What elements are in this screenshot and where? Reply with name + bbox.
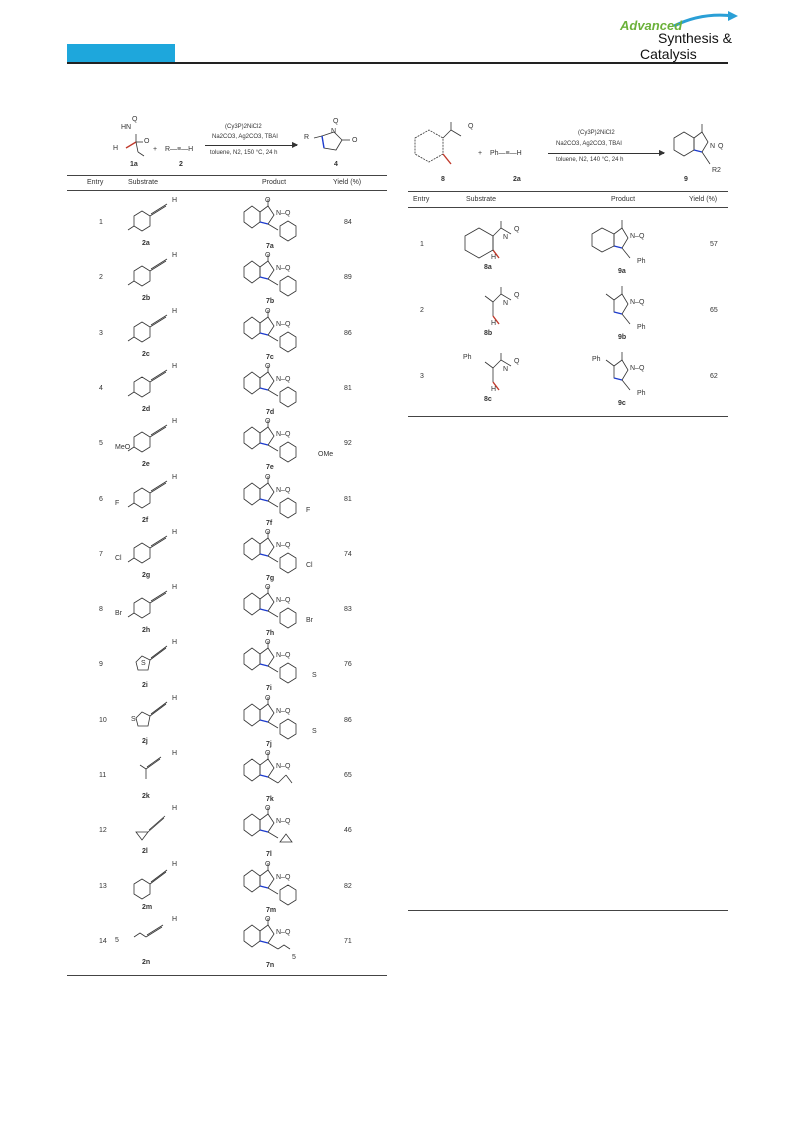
entry-number: 7 [99, 550, 103, 558]
product-structure [588, 346, 668, 400]
scheme-r-q-prod: Q [718, 143, 724, 150]
product-o: O [265, 750, 271, 757]
scheme-o: O [144, 138, 150, 145]
scheme-q-prod: Q [333, 118, 339, 125]
substrate-label: 2b [142, 295, 151, 303]
scheme-r-cond-3: toluene, N2, 140 °C, 24 h [556, 157, 624, 163]
entry-number: 5 [99, 440, 103, 448]
substrate-h: H [172, 639, 178, 647]
product-label: 7k [266, 796, 274, 803]
product-substituent: 5 [292, 953, 296, 961]
substrate-h: H [172, 362, 178, 370]
scheme-r-q: Q [468, 123, 474, 130]
r-header-yield: Yield (%) [689, 196, 718, 203]
scheme-cond-2: Na2CO3, Ag2CO3, TBAI [212, 134, 278, 140]
scheme-r-r2: R2 [712, 167, 721, 174]
product-o: O [265, 197, 271, 204]
product-n-q: N–Q [276, 210, 291, 217]
right-bottom-rule [408, 910, 728, 911]
substrate-nh: N [503, 366, 509, 373]
substrate-label: 2a [142, 240, 150, 247]
substrate-h: H [172, 694, 178, 702]
right-mid-rule [408, 416, 728, 417]
substrate-label: 8b [484, 330, 493, 337]
substrate-h: H [172, 473, 178, 481]
product-ph: Ph [637, 324, 646, 331]
product-n-q: N–Q [276, 707, 291, 715]
product-label: 7d [266, 408, 275, 416]
product-n-q: N–Q [276, 320, 291, 328]
product-o: O [265, 915, 271, 923]
substrate-label: 2i [142, 682, 148, 690]
substrate-substituent: F [115, 499, 120, 507]
header-entry: Entry [87, 179, 104, 186]
substrate-q: Q [514, 226, 520, 233]
product-nq: N–Q [630, 233, 645, 240]
substrate-structure [455, 284, 545, 330]
product-label: 7j [266, 740, 272, 748]
product-substituent: S [312, 727, 317, 735]
entry-number: 6 [99, 495, 103, 503]
entry-number: 2 [420, 307, 424, 314]
product-substituent: S [312, 672, 317, 680]
substrate-h: H [172, 528, 178, 536]
substrate-h: H [491, 254, 497, 261]
substrate-h: H [172, 197, 178, 204]
substrate-h: H [172, 915, 178, 923]
scheme-plus: + [153, 146, 158, 153]
substrate-substituent: Cl [115, 554, 122, 562]
header-product: Product [262, 179, 287, 186]
product-label: 7c [266, 353, 274, 361]
substrate-substituent: Br [115, 610, 122, 618]
product-label: 7n [266, 961, 275, 969]
product-n-q: N–Q [276, 928, 291, 936]
entry-number: 11 [99, 772, 107, 779]
product-substituent: Br [306, 617, 313, 625]
yield-value: 62 [710, 373, 718, 380]
product-n-q: N–Q [276, 375, 291, 383]
entry-number: 3 [420, 373, 424, 380]
substrate-label: 2j [142, 737, 148, 745]
product-ph-top: Ph [592, 356, 601, 363]
product-label: 7b [266, 298, 275, 306]
substrate-label: 2m [142, 903, 153, 911]
product-nq: N–Q [630, 299, 645, 306]
product-substituent: OMe [318, 451, 334, 459]
substrate-q: Q [514, 358, 520, 365]
substrate-label: 2g [142, 571, 151, 579]
product-o: O [265, 528, 271, 536]
substrate-substituent: MeO [115, 444, 131, 452]
yield-value: 86 [344, 716, 352, 724]
product-label: 7m [266, 906, 277, 914]
product-label: 7g [266, 574, 275, 582]
header-yield: Yield (%) [333, 179, 362, 186]
product-label: 9b [618, 334, 627, 341]
substrate-nh: N [503, 300, 509, 307]
scheme-label-2: 2 [179, 161, 183, 168]
substrate-label: 8c [484, 396, 492, 403]
scheme-label-4: 4 [334, 161, 338, 168]
yield-value: 65 [710, 307, 718, 314]
product-o: O [265, 307, 271, 315]
product-label: 9c [618, 400, 626, 407]
entry-number: 13 [99, 882, 107, 890]
substrate-h: H [172, 584, 178, 592]
scheme-r-cond-2: Na2CO3, Ag2CO3, TBAI [556, 141, 622, 147]
product-o: O [265, 584, 271, 592]
product-n-q: N–Q [276, 763, 291, 770]
product-substituent: F [306, 506, 311, 514]
entry-number: 14 [99, 937, 107, 945]
yield-value: 84 [344, 219, 352, 226]
entry-number: 1 [420, 241, 424, 248]
product-o: O [265, 860, 271, 868]
substrate-label: 2f [142, 516, 149, 524]
scheme-r-cond-1: (Cy3P)2NiCl2 [578, 130, 615, 136]
entry-number: 2 [99, 274, 103, 282]
product-o: O [265, 252, 271, 260]
logo-synthesis: Synthesis & [658, 30, 732, 46]
scheme-q-top: Q [132, 116, 138, 123]
scheme-label-8: 8 [441, 176, 445, 183]
yield-value: 46 [344, 827, 352, 835]
scheme-alkyne: R—≡—H [165, 146, 194, 153]
yield-value: 74 [344, 550, 352, 558]
yield-value: 65 [344, 772, 352, 779]
entry-number: 9 [99, 661, 103, 669]
scheme-hn: HN [121, 124, 132, 131]
product-n-q: N–Q [276, 541, 291, 549]
product-o: O [265, 473, 271, 481]
substrate-label: 2l [142, 848, 148, 856]
scheme-label-9: 9 [684, 176, 688, 183]
yield-value: 81 [344, 495, 352, 503]
scheme-r-n: N [710, 143, 716, 150]
yield-value: 92 [344, 440, 352, 448]
substrate-substituent: S [131, 715, 136, 723]
product-n-q: N–Q [276, 486, 291, 494]
product-ph: Ph [637, 390, 646, 397]
entry-number: 12 [99, 827, 107, 835]
substrate-label: 2c [142, 350, 150, 358]
substrate-h: H [172, 860, 178, 868]
right-header-rule [408, 207, 728, 208]
scheme-cond-3: toluene, N2, 150 °C, 24 h [210, 150, 278, 156]
substrate-h: H [172, 252, 178, 260]
product-o: O [265, 418, 271, 426]
substrate-label: 8a [484, 264, 492, 271]
product-label: 7f [266, 519, 273, 527]
scheme-r: R [304, 134, 310, 141]
substrate-q: Q [514, 292, 520, 299]
product-structure [588, 280, 668, 334]
scheme-r-arrow [548, 153, 664, 154]
product-label: 9a [618, 268, 626, 275]
substrate-label: 2d [142, 405, 151, 413]
substrate-h: H [172, 750, 178, 757]
entry-number: 10 [99, 716, 107, 724]
scheme-reactant-8 [405, 118, 495, 178]
product-o: O [265, 362, 271, 370]
scheme-arrowhead: ▶ [292, 140, 299, 149]
yield-value: 57 [710, 241, 718, 248]
entry-number: 3 [99, 329, 103, 337]
scheme-n: N [331, 128, 337, 135]
scheme-r-plus: + [478, 150, 483, 157]
yield-value: 82 [344, 882, 352, 890]
substrate-substituent: S [141, 660, 146, 668]
yield-value: 89 [344, 274, 352, 282]
substrate-structure [455, 218, 545, 264]
entry-number: 1 [99, 219, 103, 226]
r-header-substrate: Substrate [466, 196, 496, 203]
substrate-label: 2k [142, 793, 150, 800]
substrate-nh: N [503, 234, 509, 241]
yield-value: 81 [344, 384, 352, 392]
logo-catalysis: Catalysis [640, 46, 697, 62]
scheme-o-prod: O [352, 137, 358, 144]
yield-value: 86 [344, 329, 352, 337]
product-substituent: Cl [306, 561, 313, 569]
product-n-q: N–Q [276, 431, 291, 439]
product-structure [588, 214, 668, 268]
r-header-product: Product [611, 196, 636, 203]
substrate-h: H [172, 307, 178, 315]
substrate-label: 2e [142, 461, 150, 469]
scheme-label-2a: 2a [513, 176, 521, 183]
substrate-h: H [491, 386, 497, 393]
yield-value: 76 [344, 661, 352, 669]
entry-number: 4 [99, 384, 103, 392]
entry-number: 8 [99, 606, 103, 614]
product-nq: N–Q [630, 365, 645, 372]
product-o: O [265, 805, 271, 813]
product-label: 7i [266, 685, 272, 693]
substrate-ph: Ph [463, 354, 472, 361]
product-n-q: N–Q [276, 597, 291, 605]
product-n-q: N–Q [276, 818, 291, 826]
substrate-h: H [491, 320, 497, 327]
substrate-h: H [172, 418, 178, 426]
product-ph: Ph [637, 258, 646, 265]
product-label: 7e [266, 464, 274, 472]
product-label: 7h [266, 630, 275, 638]
product-n-q: N–Q [276, 873, 291, 881]
yield-value: 71 [344, 937, 352, 945]
substrate-h: H [172, 805, 178, 813]
scheme-label-1a: 1a [130, 161, 138, 168]
substrate-label: 2n [142, 958, 151, 966]
product-n-q: N–Q [276, 652, 291, 660]
product-label: 7a [266, 243, 274, 250]
product-o: O [265, 639, 271, 647]
right-top-rule [408, 191, 728, 192]
substrate-label: 2h [142, 627, 151, 635]
product-label: 7l [266, 851, 272, 859]
logo-advanced: Advanced [620, 18, 683, 33]
substrate-substituent: 5 [115, 936, 119, 944]
scheme-cond-1: (Cy3P)2NiCl2 [225, 124, 262, 130]
scheme-r-arrowhead: ▶ [659, 148, 666, 157]
product-o: O [265, 694, 271, 702]
header-substrate: Substrate [128, 179, 158, 186]
scheme-h: H [113, 145, 119, 152]
r-header-entry: Entry [413, 196, 430, 203]
product-n-q: N–Q [276, 265, 291, 273]
scheme-r-alkyne: Ph—≡—H [490, 150, 522, 157]
yield-value: 83 [344, 606, 352, 614]
